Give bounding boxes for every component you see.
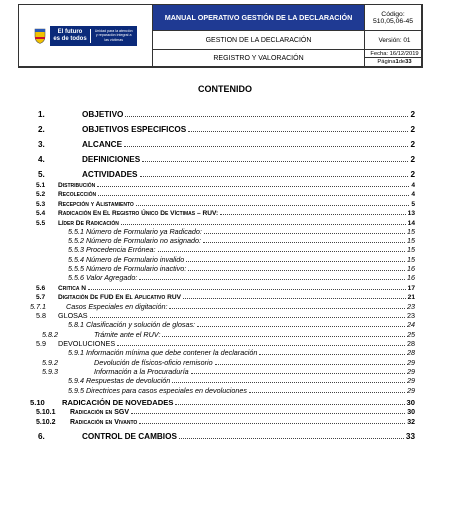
toc-title: OBJETIVOS ESPECIFICOS xyxy=(82,125,187,134)
toc-entry[interactable] xyxy=(30,254,415,263)
toc-page: 29 xyxy=(407,376,415,386)
toc-number: 5.8.2 xyxy=(42,329,58,339)
toc-page: 15 xyxy=(407,245,415,255)
toc-page: 23 xyxy=(407,301,415,311)
toc-leader xyxy=(215,364,405,365)
toc-number: 5.9.2 xyxy=(42,357,58,367)
toc-leader xyxy=(259,354,405,355)
toc-leader xyxy=(139,423,405,424)
toc-page: 23 xyxy=(407,311,415,321)
toc-number: 3. xyxy=(38,140,45,149)
page-prefix: Página xyxy=(377,59,396,65)
toc-entry[interactable] xyxy=(30,407,415,417)
toc-entry[interactable] xyxy=(30,245,415,254)
page-total: 33 xyxy=(405,59,412,65)
toc-title: GLOSAS xyxy=(58,311,88,321)
subprocess-name: REGISTRO Y VALORACIÓN xyxy=(153,50,365,67)
toc-entry[interactable] xyxy=(30,395,415,407)
toc-entry[interactable] xyxy=(30,348,415,357)
toc-leader xyxy=(169,308,405,309)
toc-title: ALCANCE xyxy=(82,140,123,149)
toc-page: 25 xyxy=(407,329,415,339)
toc-entry[interactable] xyxy=(30,227,415,236)
toc-title: Líder De Radicación xyxy=(58,219,119,227)
toc-number: 5.7 xyxy=(36,294,46,302)
page-number: 1 xyxy=(395,59,399,65)
toc-leader xyxy=(186,261,405,262)
document-date: Fecha: 16/12/2019 xyxy=(365,50,422,58)
toc-leader xyxy=(249,392,405,393)
toc-page: 14 xyxy=(407,219,415,227)
toc-title: 5.9.4 Respuestas de devolución xyxy=(68,376,171,386)
toc-leader xyxy=(220,214,405,215)
toc-title: 5.9.5 Directrices para casos especiales en devoluciones xyxy=(68,385,247,395)
toc-leader xyxy=(117,345,405,346)
toc-number: 5.10 xyxy=(30,397,45,407)
toc-entry[interactable] xyxy=(30,416,415,426)
toc-number: 5.5 xyxy=(36,219,46,227)
toc-number: 5.10.1 xyxy=(36,409,56,417)
toc-leader xyxy=(188,270,405,271)
toc-leader xyxy=(139,279,405,280)
toc-page: 30 xyxy=(406,397,415,407)
toc-number: 5.7.1 xyxy=(30,301,46,311)
toc-page: 13 xyxy=(407,210,415,217)
toc-title: DEFINICIONES xyxy=(82,155,141,164)
toc-page: 21 xyxy=(407,294,415,302)
page-of: de xyxy=(398,59,406,65)
toc-leader xyxy=(197,326,405,327)
toc-leader xyxy=(97,186,409,187)
toc-entry[interactable] xyxy=(30,208,415,218)
toc-title: Recolección xyxy=(58,191,97,198)
toc-title: Recepción y Alistamiento xyxy=(58,200,134,208)
table-of-contents xyxy=(30,104,415,441)
toc-title: Radicación en Vivanto xyxy=(70,418,138,426)
toc-title: ACTIVIDADES xyxy=(82,170,138,179)
toc-entry[interactable] xyxy=(30,301,415,310)
toc-page: 4 xyxy=(411,181,415,189)
toc-page: 29 xyxy=(407,357,415,367)
toc-leader xyxy=(179,438,404,439)
toc-entry[interactable] xyxy=(30,292,415,302)
toc-number: 5.4 xyxy=(36,210,46,217)
toc-title: 5.5.3 Procedencia Errónea: xyxy=(68,245,156,255)
toc-title: Radicación en SGV xyxy=(70,409,130,417)
toc-leader xyxy=(175,404,404,405)
toc-page: 16 xyxy=(407,263,415,273)
toc-title: DEVOLUCIONES xyxy=(58,339,116,349)
toc-page: 30 xyxy=(407,409,415,417)
toc-entry[interactable] xyxy=(30,339,415,349)
logo-cell xyxy=(19,5,153,67)
toc-number: 5. xyxy=(38,170,45,179)
toc-number: 5.8 xyxy=(36,311,46,321)
document-version: Versión: 01 xyxy=(365,31,422,50)
toc-page: 28 xyxy=(407,339,415,349)
toc-title: 5.5.2 Número de Formulario no asignado: xyxy=(68,236,202,246)
toc-entry[interactable] xyxy=(30,264,415,273)
toc-number: 5.2 xyxy=(36,191,46,198)
toc-leader xyxy=(204,233,405,234)
toc-page: 2 xyxy=(410,140,415,149)
toc-page: 2 xyxy=(410,110,415,119)
toc-page: 15 xyxy=(407,254,415,264)
toc-number: 5.3 xyxy=(36,200,46,208)
toc-page: 28 xyxy=(407,348,415,358)
toc-title: 5.5.4 Número de Formulario invalido xyxy=(68,254,185,264)
document-header xyxy=(18,4,423,68)
contents-heading: CONTENIDO xyxy=(198,84,252,94)
toc-title: OBJETIVO xyxy=(82,110,124,119)
toc-entry[interactable] xyxy=(30,367,415,376)
coat-of-arms-icon xyxy=(34,28,46,44)
toc-page: 29 xyxy=(407,385,415,395)
toc-entry[interactable] xyxy=(30,329,415,338)
toc-leader xyxy=(191,373,405,374)
toc-entry[interactable] xyxy=(30,164,415,179)
toc-number: 4. xyxy=(38,155,45,164)
toc-title: Distribución xyxy=(58,181,96,189)
logo-text-line-2: es de todos xyxy=(53,35,87,42)
toc-leader xyxy=(188,131,408,132)
toc-number: 1. xyxy=(38,110,45,119)
toc-entry[interactable] xyxy=(30,282,415,292)
toc-title: CONTROL DE CAMBIOS xyxy=(82,431,177,441)
toc-entry[interactable] xyxy=(30,179,415,189)
toc-title: Devolución de físicos-oficio remisorio xyxy=(94,357,213,367)
toc-page: 2 xyxy=(410,125,415,134)
toc-leader xyxy=(124,146,408,147)
toc-entry[interactable] xyxy=(30,149,415,164)
toc-title: 5.8.1 Clasificación y solución de glosas: xyxy=(68,320,196,330)
toc-number: 5.9.3 xyxy=(42,367,58,377)
toc-title: Digitación De FUD En El Aplicativo RUV xyxy=(58,294,182,302)
toc-title: Critica N xyxy=(58,284,87,292)
toc-page: 16 xyxy=(407,273,415,283)
toc-leader xyxy=(172,382,405,383)
toc-title: Información a la Procuraduría xyxy=(94,367,189,377)
toc-page: 24 xyxy=(407,320,415,330)
toc-leader xyxy=(183,298,406,299)
toc-entry[interactable] xyxy=(30,119,415,134)
logo-tagline: Unidad para la atención y reparación integral a las víctimas xyxy=(94,29,133,42)
toc-title: Radicación En El Registro Único De Víctimas – RUV: xyxy=(58,210,219,217)
toc-title: Trámite ante el RUV: xyxy=(94,329,161,339)
toc-leader xyxy=(142,161,408,162)
toc-entry[interactable] xyxy=(30,273,415,282)
toc-number: 5.10.2 xyxy=(36,418,56,426)
toc-leader xyxy=(162,336,405,337)
toc-number: 5.1 xyxy=(36,181,46,189)
toc-title: 5.5.1 Número de Formulario ya Radicado: xyxy=(68,226,202,236)
toc-leader xyxy=(98,195,409,196)
toc-number: 5.6 xyxy=(36,284,46,292)
logo-separator xyxy=(90,29,91,43)
toc-entry[interactable] xyxy=(30,385,415,394)
toc-leader xyxy=(136,205,410,206)
toc-page: 33 xyxy=(405,431,415,441)
toc-entry[interactable] xyxy=(30,320,415,329)
toc-entry[interactable] xyxy=(30,357,415,366)
toc-number: 6. xyxy=(38,431,45,441)
toc-page: 4 xyxy=(411,191,415,198)
toc-leader xyxy=(90,317,405,318)
toc-page: 2 xyxy=(410,155,415,164)
toc-leader xyxy=(203,242,405,243)
toc-title: 5.5.6 Valor Agregado: xyxy=(68,273,138,283)
toc-entry[interactable] xyxy=(30,134,415,149)
toc-entry[interactable] xyxy=(30,426,415,441)
toc-entry[interactable] xyxy=(30,198,415,208)
document-title: MANUAL OPERATIVO GESTIÓN DE LA DECLARACIÓN xyxy=(153,5,365,31)
toc-entry[interactable] xyxy=(30,104,415,119)
toc-leader xyxy=(88,289,406,290)
toc-title: RADICACIÓN DE NOVEDADES xyxy=(62,397,174,407)
toc-page: 29 xyxy=(407,367,415,377)
toc-entry[interactable] xyxy=(30,311,415,321)
toc-entry[interactable] xyxy=(30,189,415,199)
toc-page: 17 xyxy=(407,284,415,292)
toc-page: 2 xyxy=(410,170,415,179)
toc-number: 5.9 xyxy=(36,339,46,349)
toc-entry[interactable] xyxy=(30,376,415,385)
logo xyxy=(34,26,136,46)
toc-entry[interactable] xyxy=(30,236,415,245)
toc-entry[interactable] xyxy=(30,217,415,227)
logo-text-line-1: El futuro xyxy=(57,29,83,35)
toc-page: 32 xyxy=(407,418,415,426)
toc-leader xyxy=(158,251,405,252)
toc-page: 15 xyxy=(407,236,415,246)
toc-title: 5.9.1 Información mínima que debe contener la declaración xyxy=(68,348,258,358)
toc-leader xyxy=(140,176,409,177)
toc-page: 5 xyxy=(411,200,415,208)
process-name: GESTION DE LA DECLARACIÓN xyxy=(153,31,365,50)
toc-number: 2. xyxy=(38,125,45,134)
document-code: Código: 510,05,06-45 xyxy=(365,5,422,31)
toc-leader xyxy=(125,116,408,117)
toc-page: 15 xyxy=(407,226,415,236)
logo-banner xyxy=(50,26,136,46)
page-indicator xyxy=(365,58,422,67)
toc-leader xyxy=(121,224,406,225)
toc-title: 5.5.5 Número de Formulario inactivo: xyxy=(68,263,187,273)
toc-leader xyxy=(131,413,405,414)
toc-title: Casos Especiales en digitación: xyxy=(66,301,168,311)
